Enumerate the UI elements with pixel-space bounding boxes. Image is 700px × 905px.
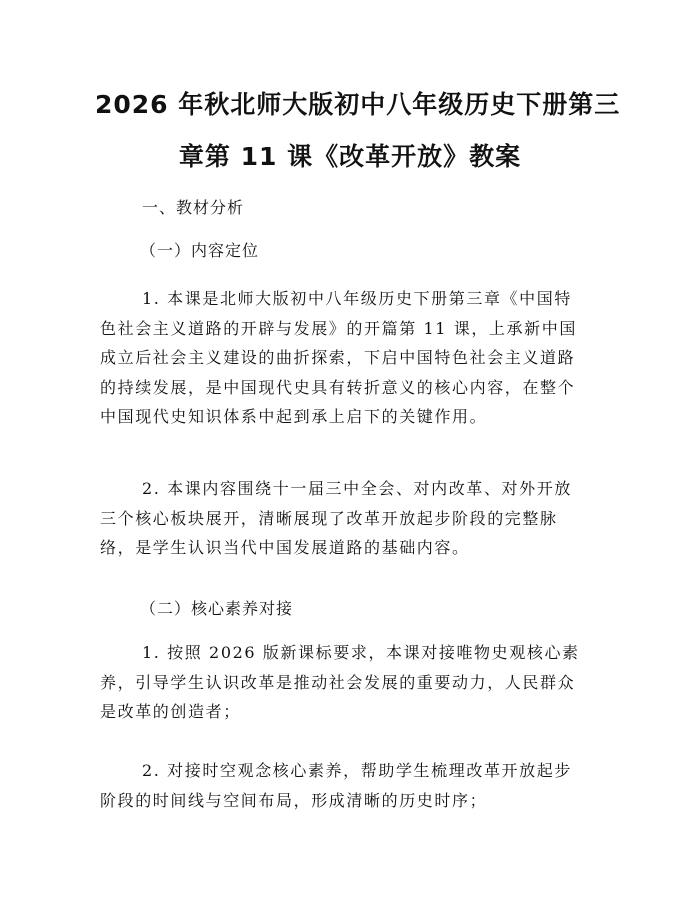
document-title-line-2: 章第 11 课《改革开放》教案 [178, 142, 522, 171]
paragraph-line: 的持续发展，是中国现代史具有转折意义的核心内容，在整个 [100, 377, 576, 397]
paragraph-line: 1. 本课是北师大版初中八年级历史下册第三章《中国特 [142, 289, 572, 308]
paragraph-line: 养，引导学生认识改革是推动社会发展的重要动力，人民群众 [100, 672, 576, 692]
document-title-line-1: 2026 年秋北师大版初中八年级历史下册第三 [95, 90, 621, 119]
paragraph-line: 2. 本课内容围绕十一届三中全会、对内改革、对外开放 [142, 479, 572, 498]
paragraph-line: 2. 对接时空观念核心素养，帮助学生梳理改革开放起步 [142, 761, 572, 780]
paragraph-line: 阶段的时间线与空间布局，形成清晰的历史时序； [100, 790, 488, 810]
subsection-heading-content-positioning: （一）内容定位 [140, 241, 260, 260]
paragraph-line: 三个核心板块展开，清晰展现了改革开放起步阶段的完整脉 [100, 508, 558, 528]
paragraph-2 [100, 474, 602, 563]
paragraph-4 [100, 756, 602, 815]
paragraph-line: 是改革的创造者； [100, 702, 241, 721]
section-heading-textbook-analysis: 一、教材分析 [142, 198, 245, 217]
paragraph-3 [100, 638, 602, 727]
paragraph-line: 中国现代史知识体系中起到承上启下的关键作用。 [100, 407, 488, 426]
paragraph-line: 1. 按照 2026 版新课标要求，本课对接唯物史观核心素 [142, 643, 580, 662]
paragraph-line: 色社会主义道路的开辟与发展》的开篇第 11 课，上承新中国 [100, 318, 577, 338]
paragraph-line: 成立后社会主义建设的曲折探索，下启中国特色社会主义道路 [100, 348, 576, 367]
paragraph-1 [100, 284, 602, 432]
paragraph-line: 络，是学生认识当代中国发展道路的基础内容。 [100, 538, 470, 557]
subsection-heading-core-literacy: （二）核心素养对接 [140, 599, 294, 618]
